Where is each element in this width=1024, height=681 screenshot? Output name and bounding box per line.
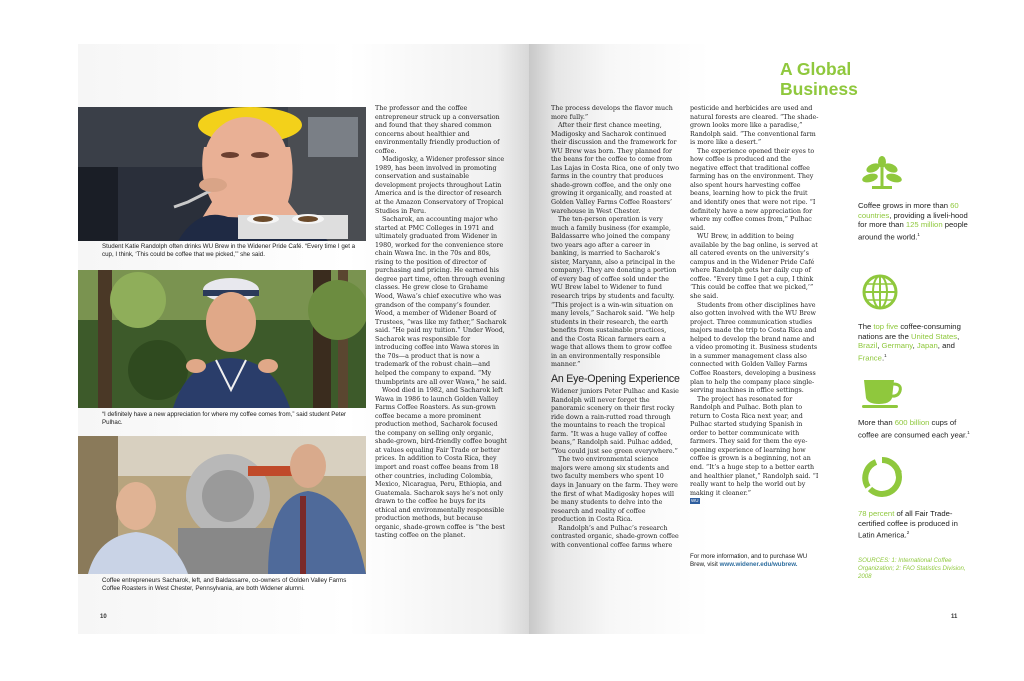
article-column-2 bbox=[551, 105, 680, 550]
paragraph: The project has resonated for Randolph and Pulhac. Both plan to return to Costa Rica next year, and Pulhac started studying Spanish in order to better communicate with farmers. They said for them the eye-opening experience of learning how coffee is grown is a beginning, not an end. “It’s a huge step to a better earth and healthier planet,” Randolph said. “I really want to help the world out by making it cleaner.” bbox=[690, 395, 819, 497]
fact-top-consumers: The top five coffee-consuming nations are the United States, Brazil, Germany, Japan, and France.$^1$ bbox=[858, 322, 961, 363]
more-info bbox=[690, 553, 810, 570]
paragraph: WU Brew, in addition to being available by the bag online, is served at all catered events on the university’s campus and in the Widener Pride Café where Randolph gets her daily cup of coffee. “Every time I get a cup, I think ‘This could be coffee that we picked,’” she said. bbox=[690, 233, 818, 301]
paragraph: Wood died in 1982, and Sacharok left Wawa in 1986 to launch Golden Valley Farms Coffee Roasters. As sun-grown coffee became a more prominent production method, Sacharok focused the company on selling only organic, shade-grown, bird-friendly coffee bought at values equaling Fair Trade or better prices. In addition to Costa Rica, they import and roast coffee beans from 18 other countries, including Colombia, Mexico, Nicaragua, Peru, Ethiopia, and Guatemala. Sacharok says he’s not only drawn to the coffee he buys for its ethical and environmentally responsible production methods, but because organic, shade-grown coffee is “the best tasting coffee on the planet. bbox=[375, 387, 507, 540]
fact-fair-trade: 78 percent of all Fair Trade-certified coffee is produced in Latin America.$^2$ bbox=[858, 509, 958, 540]
end-mark-icon: WU bbox=[691, 498, 699, 504]
paragraph: pesticide and herbicides are used and natural forests are cleared. “The shade-grown looks more like a paradise,” Randolph said. “The conventional farm is more like a desert.” bbox=[690, 105, 819, 147]
more-info-text: For more information, and to purchase WU Brew, visit bbox=[690, 553, 808, 569]
page-number-left: 10 bbox=[100, 614, 107, 620]
more-info-link[interactable]: www.widener.edu/wubrew. bbox=[719, 561, 798, 569]
coffee-cup-icon bbox=[860, 376, 904, 408]
subheading-eye-opening: An Eye-Opening Experience bbox=[551, 372, 680, 385]
paragraph: The two environmental science majors were among six students and two faculty members who spent 10 days in January on the farm. They were the first of what Madigosky hopes will be many students to delve into the research and reality of coffee production in Costa Rica. bbox=[551, 456, 678, 524]
caption-coffee-entrepreneurs: Coffee entrepreneurs Sacharok, left, and Baldassarre, co-owners of Golden Valley Farms Coffee Roasters in West Chester, Pennsylvania, are both Widener alumni. bbox=[102, 577, 347, 593]
fact-coffee-countries: Coffee grows in more than 60 countries, providing a liveli-hood for more than 125 million people around the world.$^1$ bbox=[858, 201, 968, 242]
paragraph: The experience opened their eyes to how coffee is produced and the negative effect that traditional coffee farming has on the environment. They also spent hours harvesting coffee beans, learning how to pick the fruit and identify ones that were not ripe. “I definitely have a new appreciation for where my coffee comes from,” Pulhac said. bbox=[690, 147, 816, 232]
page-number-right: 11 bbox=[951, 614, 958, 620]
photo-student-in-forest bbox=[78, 270, 366, 408]
article-column-3 bbox=[690, 105, 819, 507]
paragraph: The ten-person operation is very much a family business (for example, Baldassarre who joined the company two years ago after a career in banking, is married to Sacharok’s sister, Maryann, also a principal in the company). They are donating a portion of every bag of coffee sold under the WU Brew label to Widener to fund research trips by students and faculty. “This project is a win-win situation on many levels,” Sacharok said. “We help students in their research, the earth benefits from sustainable practices, and the Costa Rican farmers earn a wage that allows them to grow coffee in an environmentally responsible manner.” bbox=[551, 216, 677, 369]
paragraph: After their first chance meeting, Madigosky and Sacharok continued their discussion and the framework for WU Brew was born. They planned for the beans for the coffee to come from Las Lajas in Costa Rica, one of only two farms in the country that produces shade-grown coffee, and the only one growing it organically, and roasted at Golden Valley Farms Coffee Roasters’ warehouse in West Chester. bbox=[551, 122, 680, 215]
coffee-plant-icon bbox=[862, 156, 902, 190]
caption-student-cafe: Student Katie Randolph often drinks WU Brew in the Widener Pride Café. “Every time I get a cup, I think, ‘This could be coffee that we picked,’” she said. bbox=[102, 243, 356, 259]
caption-peter-pulhac: “I definitely have a new appreciation for where my coffee comes from,” said student Peter Pulhac. bbox=[102, 411, 347, 427]
paragraph: Sacharok, an accounting major who started at PMC Colleges in 1971 and ultimately graduated from Widener in 1980, worked for the convenience store chain Wawa Inc. in the 70s and 80s, rising to the position of director of purchasing and pricing. He earned his degree part time, often through evening classes. He grew close to Grahame Wood, Wawa’s chief executive who was grandson of the company’s founder. Wood, a member of Widener Board of Trustees, “was like my father,” Sacharok said. “He paid my tuition.” Under Wood, Sacharok was responsible for introducing coffee into Wawa stores in the 70s—a product that is now a trademark of the robust chain—and helped the company to expand. “My thumbprints are all over Wawa,” he said. bbox=[375, 216, 507, 386]
photo-coffee-roaster-owners bbox=[78, 436, 366, 574]
recycle-icon bbox=[862, 457, 902, 497]
paragraph: Randolph’s and Pulhac’s research contrasted organic, shade-grown coffee with conventional coffee farms where bbox=[551, 524, 679, 549]
fact-cups-per-year: More than 600 billion cups of coffee are consumed each year.$^1$ bbox=[858, 418, 970, 440]
paragraph: Students from other disciplines have also gotten involved with the WU Brew project. Three communication studies majors made the trip to Costa Rica and helped to develop the brand name and a video promoting it. Business students in a summer management class also connected with Golden Valley Farms Coffee Roasters, developing a business plan to help the company place single-serving machines in office settings. bbox=[690, 301, 818, 395]
sidebar-title: A Global Business bbox=[780, 59, 858, 99]
sources-note: SOURCES: 1: International Coffee Organization; 2: FAO Statistics Division, 2008 bbox=[858, 557, 966, 580]
paragraph: Madigosky, a Widener professor since 1989, has been involved in promoting conservation and sustainable development projects throughout Latin America and is the director of research at the Amazon Conservatory of Tropical Studies in Peru. bbox=[375, 156, 505, 215]
paragraph: The professor and the coffee entrepreneur struck up a conversation and found that they shared common concerns about healthier and environmentally friendly production of coffee. bbox=[375, 105, 500, 155]
paragraph: The process develops the flavor much more fully.” bbox=[551, 105, 673, 121]
photo-student-drinking-coffee bbox=[78, 107, 366, 241]
globe-icon bbox=[862, 274, 898, 310]
paragraph: Widener juniors Peter Pulhac and Kasie Randolph will never forget the panoramic scenery on their first rocky ride down a rain-rutted road through the mountains to reach the tropical farm. “It was a huge valley of coffee beans,” Randolph said. Pulhac added, “You could just see green everywhere.” bbox=[551, 387, 679, 455]
article-column-1 bbox=[375, 105, 507, 541]
